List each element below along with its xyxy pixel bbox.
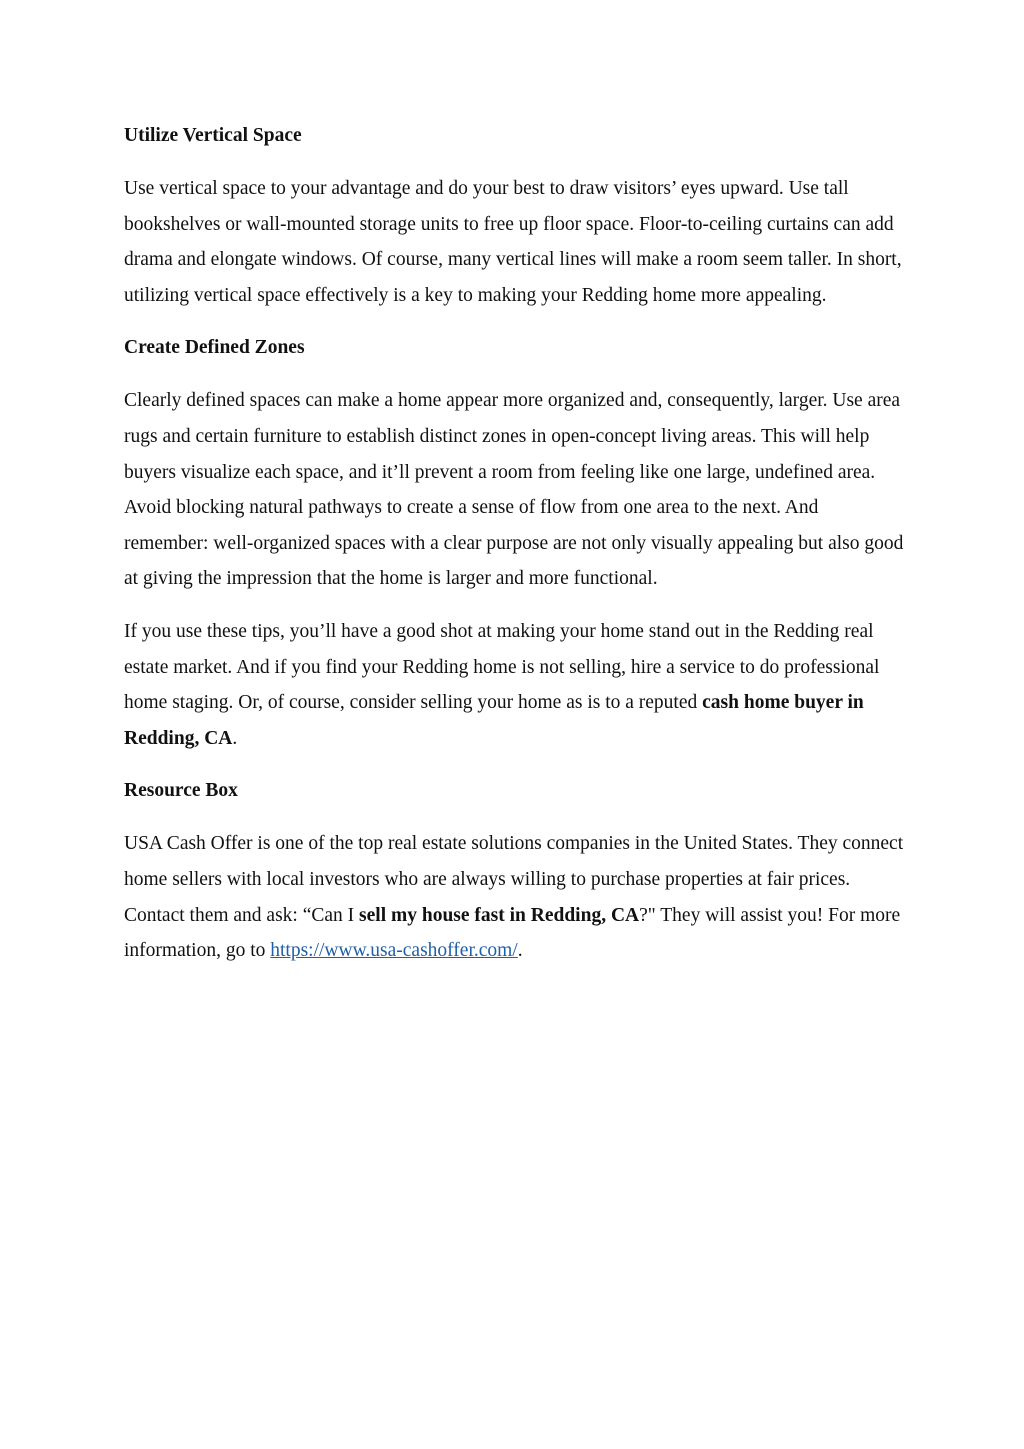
heading-resource-box: Resource Box	[124, 780, 238, 802]
resource-text: USA Cash Offer is one of the top real estate solutions companies in the United States. They connect home sellers with local investors who are always willing to purchase properties at fair prices. Contact them and ask: “Can I	[124, 833, 904, 926]
conclusion-text: If you use these tips, you’ll have a good shot at making your home stand out in the Redding real estate market. And if you find your Redding home is not selling, hire a service to do professional home staging. Or, of course, consider selling your home as is to a reputed	[124, 620, 880, 714]
paragraph-resource-box	[124, 826, 904, 968]
conclusion-end: .	[232, 727, 238, 749]
resource-end: .	[517, 940, 523, 962]
heading-create-defined-zones: Create Defined Zones	[124, 337, 305, 359]
conclusion-bold-keyword: cash home buyer in Redding, CA	[124, 692, 864, 749]
website-link[interactable]: https://www.usa-cashoffer.com/	[270, 940, 518, 962]
document-content	[124, 118, 904, 969]
paragraph-conclusion	[124, 614, 904, 756]
paragraph-vertical-space: Use vertical space to your advantage and do your best to draw visitors’ eyes upward. Use tall bookshelves or wall-mounted storage units to free up floor space. Floor-to-ceiling curtains can add drama and elongate windows. Of course, many vertical lines will make a room seem taller. In short, utilizing vertical space effectively is a key to making your Redding home more appealing.	[124, 178, 902, 306]
heading-utilize-vertical-space: Utilize Vertical Space	[124, 125, 302, 146]
resource-bold-keyword: sell my house fast in Redding, CA	[359, 904, 640, 926]
paragraph-defined-zones: Clearly defined spaces can make a home appear more organized and, consequently, larger. Use area rugs and certain furniture to establish distinct zones in open-concept living areas. This will help buyers visualize each space, and it’ll prevent a room from feeling like one large, undefined area. Avoid blocking natural pathways to create a sense of flow from one area to the next. And remember: well-organized spaces with a clear purpose are not only visually appealing but also good at giving the impression that the home is larger and more functional.	[124, 390, 904, 590]
resource-text-middle: ?" They will assist you! For more information, go to	[124, 904, 901, 962]
